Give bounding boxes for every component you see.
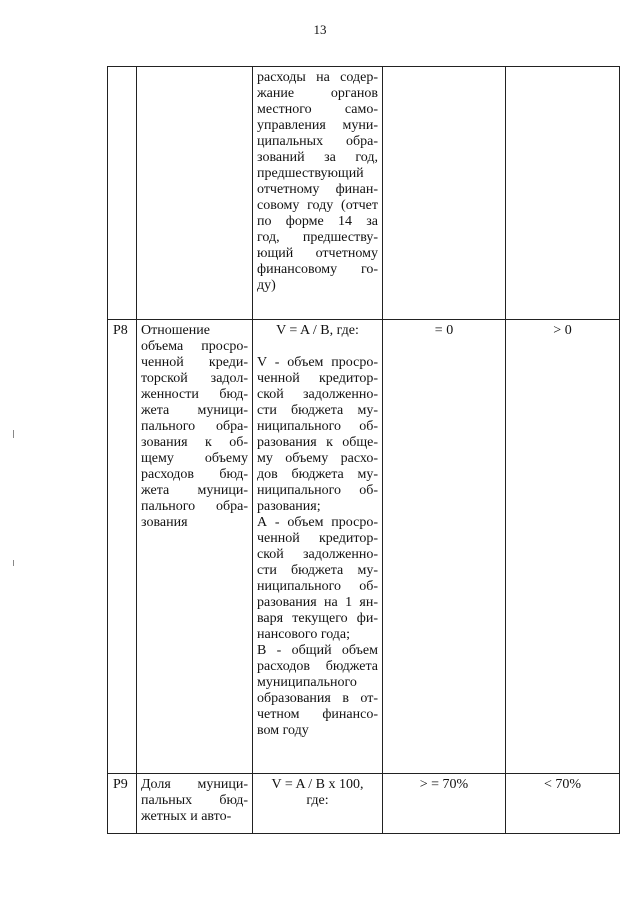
indicator-code-cell	[108, 67, 137, 320]
text-line: варя текущего фи-	[257, 611, 378, 626]
formula-text	[257, 70, 378, 294]
text-line: отчетному финан-	[257, 182, 378, 197]
criteria-table	[107, 66, 620, 834]
indicator-name-cell	[137, 67, 253, 320]
text-line: жание органов	[257, 86, 378, 101]
formula-a-definition	[257, 515, 378, 643]
text-line: щему объему	[141, 451, 248, 466]
text-line: где:	[306, 793, 329, 808]
text-line: ской задолженно-	[257, 387, 378, 402]
text-line: вом году	[257, 723, 309, 738]
text-line: А - объем просро-	[257, 515, 378, 530]
text-line: образования в от-	[257, 691, 378, 706]
text-line: V = A / B x 100,	[271, 777, 364, 792]
text-line: управления муни-	[257, 118, 378, 133]
scan-speck	[13, 560, 14, 566]
text-line: ниципального об-	[257, 579, 378, 594]
text-line: сти бюджета му-	[257, 563, 378, 578]
table-row	[108, 774, 620, 834]
indicator-code-cell: Р8	[108, 320, 137, 774]
text-line: ченной кредитор-	[257, 531, 378, 546]
text-line: по форме 14 за	[257, 214, 378, 229]
text-line: местного само-	[257, 102, 378, 117]
formula-head: V = A / B, где:	[276, 323, 359, 338]
formula-cell	[253, 774, 383, 834]
text-line: ченной кредитор-	[257, 371, 378, 386]
text-line: ниципального об-	[257, 483, 378, 498]
text-line: объема просро-	[141, 339, 248, 354]
formula-v-definition	[257, 355, 378, 515]
text-line: зования	[141, 515, 188, 530]
text-line: ципальных обра-	[257, 134, 378, 149]
text-line: жета муници-	[141, 483, 248, 498]
critical-value-cell: > 0	[506, 320, 620, 774]
indicator-name-text	[141, 323, 248, 531]
text-line: разования к обще-	[257, 435, 378, 450]
critical-value-cell	[506, 67, 620, 320]
text-line: женности бюд-	[141, 387, 248, 402]
table-row	[108, 320, 620, 774]
text-line: четном финансо-	[257, 707, 378, 722]
indicator-name-cell	[137, 774, 253, 834]
indicator-name-cell	[137, 320, 253, 774]
text-line: муниципального	[257, 675, 357, 690]
normal-value-cell: = 0	[383, 320, 506, 774]
text-line: Доля муници-	[141, 777, 248, 792]
text-line: нансового года;	[257, 627, 351, 642]
text-line: предшествующий	[257, 166, 364, 181]
text-line: год, предшеству-	[257, 230, 378, 245]
text-line: ющий отчетному	[257, 246, 378, 261]
text-line: расходов бюджета	[257, 659, 378, 674]
text-line: Отношение	[141, 323, 210, 338]
text-line: V - объем просро-	[257, 355, 378, 370]
text-line: сти бюджета му-	[257, 403, 378, 418]
indicator-code-cell: Р9	[108, 774, 137, 834]
text-line: зований за год,	[257, 150, 378, 165]
text-line: торской задол-	[141, 371, 248, 386]
text-line: разования;	[257, 499, 321, 514]
text-line: пального обра-	[141, 499, 248, 514]
formula-b-definition	[257, 643, 378, 739]
scan-speck	[13, 430, 14, 438]
text-line: ду)	[257, 278, 276, 293]
text-line: разования на 1 ян-	[257, 595, 378, 610]
text-line: пальных бюд-	[141, 793, 248, 808]
text-line: жетных и авто-	[141, 809, 232, 824]
text-line: дов бюджета му-	[257, 467, 378, 482]
formula-text	[257, 777, 378, 809]
indicator-name-text	[141, 777, 248, 825]
text-line: ской задолженно-	[257, 547, 378, 562]
text-line: финансовому го-	[257, 262, 378, 277]
text-line: зования к об-	[141, 435, 248, 450]
table-row	[108, 67, 620, 320]
normal-value-cell: > = 70%	[383, 774, 506, 834]
text-line: совому году (отчет	[257, 198, 378, 213]
text-line: пального обра-	[141, 419, 248, 434]
text-line: В - общий объем	[257, 643, 378, 658]
text-line: ченной креди-	[141, 355, 248, 370]
text-line: му объему расхо-	[257, 451, 378, 466]
formula-cell	[253, 320, 383, 774]
normal-value-cell	[383, 67, 506, 320]
text-line: расходов бюд-	[141, 467, 248, 482]
critical-value-cell: < 70%	[506, 774, 620, 834]
formula-cell	[253, 67, 383, 320]
text-line: ниципального об-	[257, 419, 378, 434]
text-line: расходы на содер-	[257, 70, 378, 85]
page-number: 13	[313, 22, 327, 37]
text-line: жета муници-	[141, 403, 248, 418]
